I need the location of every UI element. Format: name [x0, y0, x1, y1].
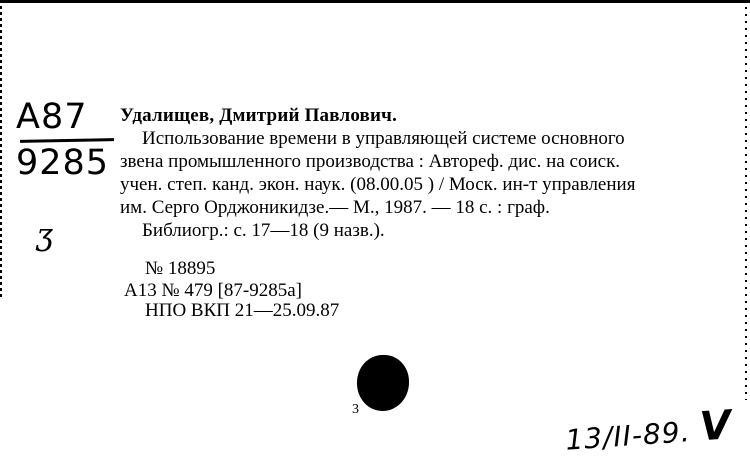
- handwritten-date: [564, 402, 734, 460]
- class-code: А13 № 479 [87-9285а]: [124, 280, 303, 301]
- handwritten-date-text: 13/II-89.: [564, 415, 692, 457]
- title-line-4: им. Серго Орджоникидзе.— М., 1987. — 18 с. : граф.: [120, 197, 550, 218]
- bibliographic-entry: [120, 104, 742, 242]
- bibliography-note: Библиогр.: с. 17—18 (9 назв.).: [142, 220, 385, 241]
- author-heading: Удалищев, Дмитрий Павлович.: [120, 105, 398, 126]
- title-line-1: Использование времени в управляющей системе основного: [142, 128, 625, 149]
- inventory-number: № 18895: [145, 258, 216, 279]
- npo-line: НПО ВКП 21—25.09.87: [145, 300, 340, 321]
- card-right-edge: [745, 0, 747, 400]
- title-line-3: учен. степ. канд. экон. наук. (08.00.05 ) / Моск. ин-т управления: [120, 174, 636, 195]
- shelfmark-top: A87: [16, 97, 88, 137]
- handwritten-signature: V: [698, 402, 734, 451]
- ink-stamp-blot: [357, 355, 409, 411]
- handwritten-side-mark: ʒ: [36, 218, 53, 253]
- shelfmark-bottom: 9285: [16, 143, 110, 183]
- card-top-edge: [0, 0, 750, 3]
- shelfmark: [16, 98, 114, 182]
- card-left-edge: [0, 0, 2, 300]
- stamp-digit: 3: [352, 402, 359, 417]
- title-line-2: звена промышленного производства : Автореф. дис. на соиск.: [120, 151, 621, 172]
